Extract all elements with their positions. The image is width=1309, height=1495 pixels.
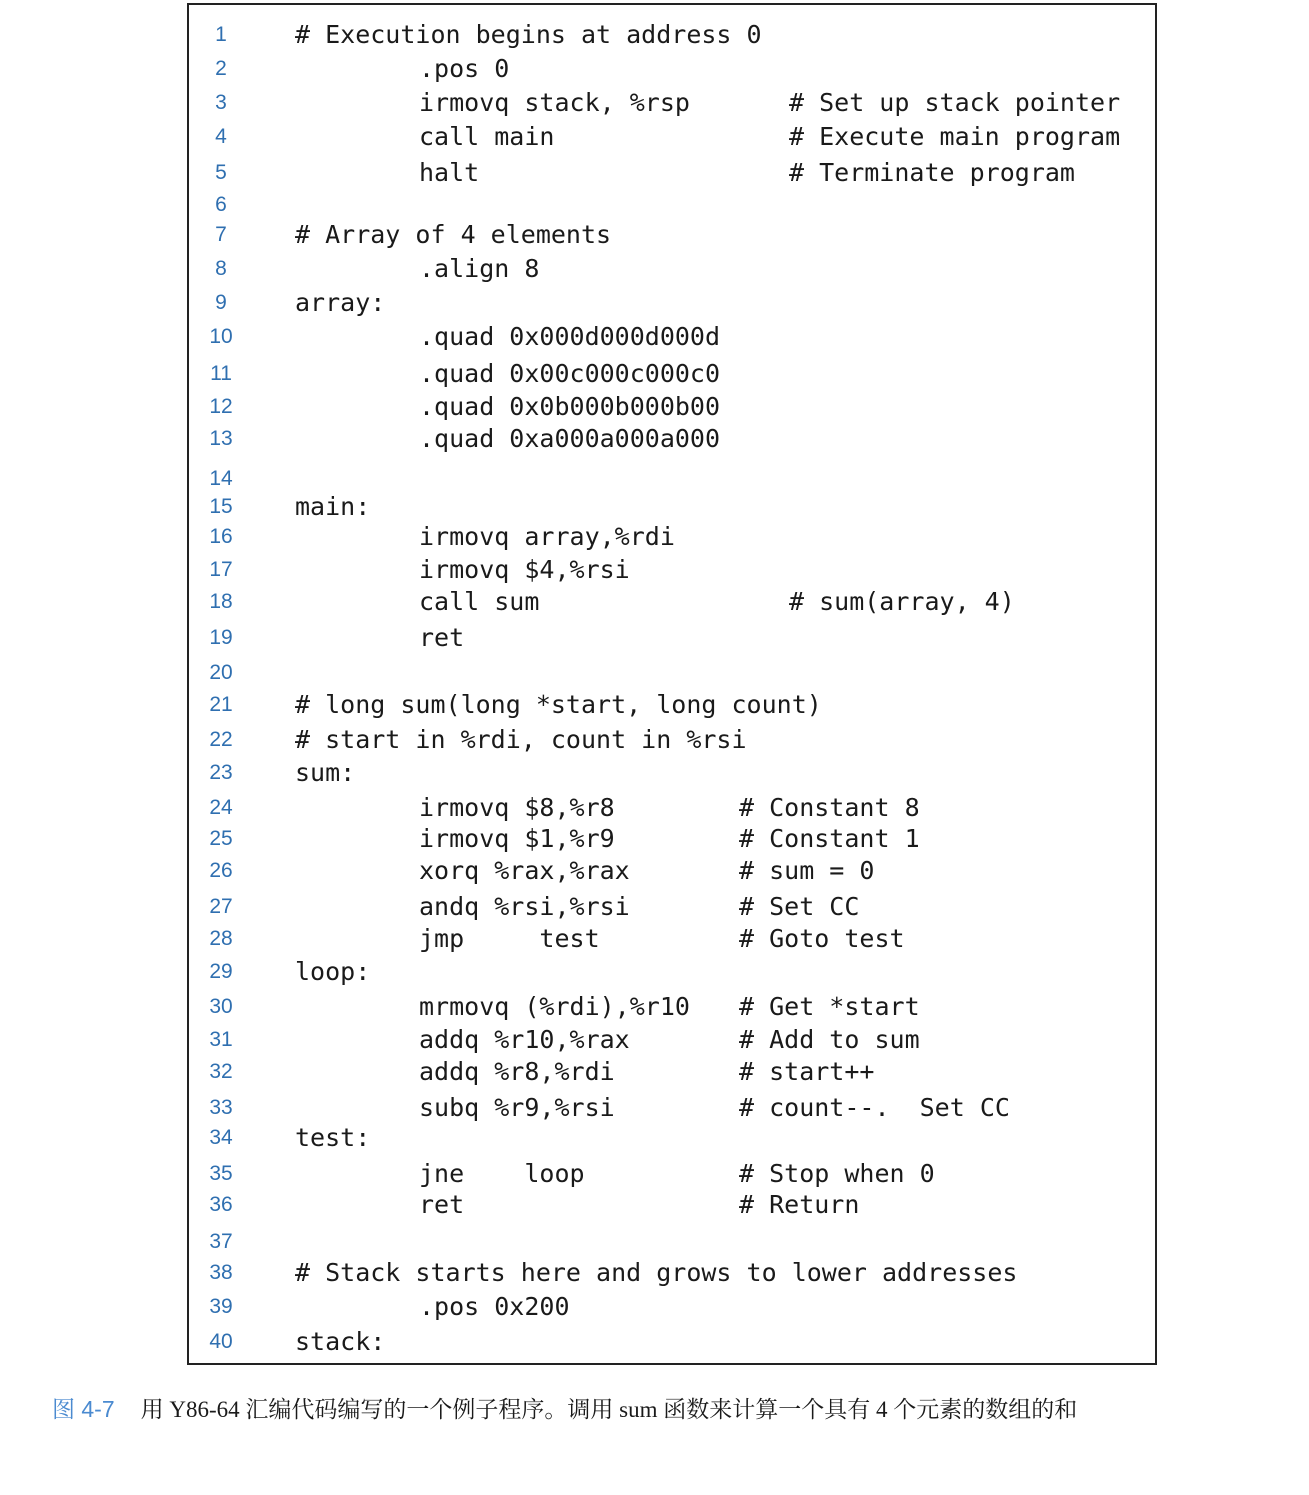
- line-number: 32: [209, 1060, 233, 1083]
- code-line: [0, 822, 1309, 856]
- line-number: 24: [209, 796, 233, 819]
- line-number: 29: [209, 960, 233, 983]
- line-number: 14: [209, 467, 233, 490]
- code-line: [0, 18, 1309, 52]
- line-number: 13: [209, 427, 233, 450]
- code-line: [0, 756, 1309, 790]
- code-line: [0, 922, 1309, 956]
- code-line: [0, 1290, 1309, 1324]
- figure-number: 图 4-7: [52, 1396, 115, 1422]
- caption-text: 用 Y86-64 汇编代码编写的一个例子程序。调用 sum 函数来计算一个具有 4 个元素的数组的和: [140, 1397, 1078, 1422]
- code-instruction: mrmovq (%rdi),%r10: [419, 992, 690, 1021]
- line-number: 2: [215, 57, 227, 80]
- code-line: [0, 320, 1309, 354]
- code-line: [0, 218, 1309, 252]
- code-comment: # Return: [739, 1190, 860, 1219]
- code-line: [0, 520, 1309, 554]
- code-line: [0, 1188, 1309, 1222]
- code-instruction: xorq %rax,%rax: [419, 856, 630, 885]
- code-instruction: .quad 0x0b000b000b00: [419, 392, 721, 421]
- code-line: [0, 52, 1309, 86]
- code-line: [0, 656, 1309, 690]
- code-comment: # Execute main program: [789, 122, 1121, 151]
- line-number: 1: [215, 23, 227, 46]
- line-number: 23: [209, 761, 233, 784]
- code-label: # Array of 4 elements: [295, 220, 612, 249]
- code-line: [0, 1023, 1309, 1057]
- line-number: 19: [209, 626, 233, 649]
- line-number: 6: [215, 193, 227, 216]
- code-instruction: addq %r8,%rdi: [419, 1057, 615, 1086]
- line-number: 20: [209, 661, 233, 684]
- code-comment: # sum = 0: [739, 856, 875, 885]
- code-comment: # Set up stack pointer: [789, 88, 1121, 117]
- code-instruction: irmovq $4,%rsi: [419, 555, 630, 584]
- line-number: 15: [209, 495, 233, 518]
- line-number: 9: [215, 291, 227, 314]
- line-number: 11: [210, 362, 232, 385]
- code-label: sum:: [295, 758, 356, 787]
- code-line: [0, 490, 1309, 524]
- code-line: [0, 1325, 1309, 1359]
- code-instruction: ret: [419, 623, 465, 652]
- code-line: [0, 252, 1309, 286]
- code-line: [0, 688, 1309, 722]
- line-number: 7: [215, 223, 227, 246]
- code-comment: # Set CC: [739, 892, 860, 921]
- line-number: 38: [209, 1261, 233, 1284]
- code-label: # start in %rdi, count in %rsi: [295, 725, 747, 754]
- code-instruction: .pos 0: [419, 54, 510, 83]
- code-label: array:: [295, 288, 386, 317]
- line-number: 40: [209, 1330, 233, 1353]
- code-line: [0, 553, 1309, 587]
- code-line: [0, 1225, 1309, 1259]
- line-number: 22: [209, 728, 233, 751]
- code-instruction: halt: [419, 158, 480, 187]
- code-instruction: irmovq $1,%r9: [419, 824, 615, 853]
- code-instruction: .align 8: [419, 254, 540, 283]
- code-instruction: call sum: [419, 587, 540, 616]
- code-line: [0, 791, 1309, 825]
- code-comment: # Stop when 0: [739, 1159, 935, 1188]
- code-instruction: ret: [419, 1190, 465, 1219]
- code-instruction: jne loop: [419, 1159, 585, 1188]
- line-number: 12: [209, 395, 233, 418]
- line-number: 18: [209, 590, 233, 613]
- code-label: # Execution begins at address 0: [295, 20, 762, 49]
- code-line: [0, 390, 1309, 424]
- code-comment: # Goto test: [739, 924, 905, 953]
- code-comment: # Add to sum: [739, 1025, 920, 1054]
- code-line: [0, 357, 1309, 391]
- code-instruction: .quad 0xa000a000a000: [419, 424, 721, 453]
- code-instruction: call main: [419, 122, 555, 151]
- code-instruction: .pos 0x200: [419, 1292, 570, 1321]
- code-line: [0, 955, 1309, 989]
- line-number: 39: [209, 1295, 233, 1318]
- code-label: loop:: [295, 957, 371, 986]
- line-number: 37: [209, 1230, 233, 1253]
- code-line: [0, 1121, 1309, 1155]
- line-number: 30: [209, 995, 233, 1018]
- code-comment: # start++: [739, 1057, 875, 1086]
- code-instruction: subq %r9,%rsi: [419, 1093, 615, 1122]
- code-label: test:: [295, 1123, 371, 1152]
- code-line: [0, 723, 1309, 757]
- code-instruction: andq %rsi,%rsi: [419, 892, 630, 921]
- line-number: 10: [209, 325, 233, 348]
- code-line: [0, 188, 1309, 222]
- line-number: 8: [215, 257, 227, 280]
- code-comment: # Terminate program: [789, 158, 1075, 187]
- code-line: [0, 990, 1309, 1024]
- code-line: [0, 156, 1309, 190]
- code-line: [0, 1157, 1309, 1191]
- line-number: 36: [209, 1193, 233, 1216]
- code-line: [0, 286, 1309, 320]
- code-label: stack:: [295, 1327, 386, 1356]
- code-line: [0, 621, 1309, 655]
- code-line: [0, 86, 1309, 120]
- code-line: [0, 120, 1309, 154]
- line-number: 27: [209, 895, 233, 918]
- code-line: [0, 1256, 1309, 1290]
- line-number: 4: [215, 125, 227, 148]
- code-comment: # Constant 1: [739, 824, 920, 853]
- line-number: 5: [215, 161, 227, 184]
- code-comment: # Constant 8: [739, 793, 920, 822]
- code-comment: # sum(array, 4): [789, 587, 1015, 616]
- code-instruction: .quad 0x00c000c000c0: [419, 359, 721, 388]
- code-instruction: irmovq stack, %rsp: [419, 88, 690, 117]
- line-number: 16: [209, 525, 233, 548]
- figure-caption: [52, 1394, 1077, 1425]
- code-comment: # Get *start: [739, 992, 920, 1021]
- line-number: 21: [209, 693, 233, 716]
- code-instruction: jmp test: [419, 924, 600, 953]
- code-label: # long sum(long *start, long count): [295, 690, 822, 719]
- code-instruction: .quad 0x000d000d000d: [419, 322, 721, 351]
- code-instruction: addq %r10,%rax: [419, 1025, 630, 1054]
- code-label: # Stack starts here and grows to lower addresses: [295, 1258, 1018, 1287]
- code-line: [0, 1091, 1309, 1125]
- code-line: [0, 890, 1309, 924]
- code-label: main:: [295, 492, 371, 521]
- line-number: 31: [209, 1028, 233, 1051]
- code-instruction: irmovq array,%rdi: [419, 522, 675, 551]
- code-line: [0, 1055, 1309, 1089]
- line-number: 28: [209, 927, 233, 950]
- line-number: 34: [209, 1126, 233, 1149]
- line-number: 35: [209, 1162, 233, 1185]
- code-comment: # count--. Set CC: [739, 1093, 1010, 1122]
- line-number: 33: [209, 1096, 233, 1119]
- code-line: [0, 585, 1309, 619]
- line-number: 26: [209, 859, 233, 882]
- code-line: [0, 854, 1309, 888]
- line-number: 25: [209, 827, 233, 850]
- line-number: 17: [209, 558, 233, 581]
- code-line: [0, 422, 1309, 456]
- code-instruction: irmovq $8,%r8: [419, 793, 615, 822]
- line-number: 3: [215, 91, 227, 114]
